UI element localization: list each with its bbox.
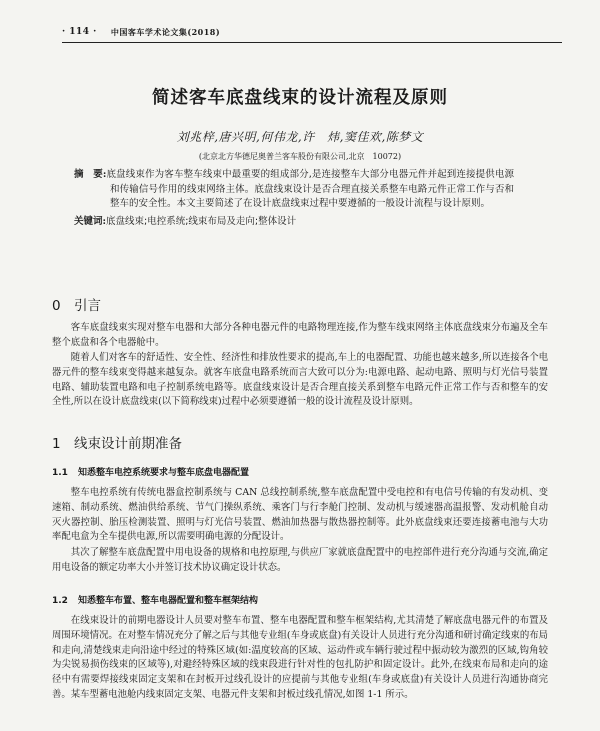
- paragraph: 客车底盘线束实现对整车电器和大部分各种电器元件的电路物理连接,作为整车线束网络主体底盘线束分布遍及全车整个底盘和各个电器舱中。: [52, 322, 548, 348]
- section-heading: [52, 294, 552, 314]
- abstract-label: 摘 要:: [74, 169, 107, 180]
- abstract-text: 底盘线束作为客车整车线束中最重要的组成部分,是连接整车大部分电器元件并起到连接提供电源和传输信号作用的线束网络主体。底盘线束设计是否合理直接关系整车电路元件正常工作与否和整车的安全性。本文主要简述了在设计底盘线束过程中要遵循的一般设计流程与设计原则。: [106, 169, 514, 210]
- subsection-number: 1.1: [52, 468, 68, 478]
- subsection-heading: [52, 593, 552, 606]
- paper-title: 简述客车底盘线束的设计流程及原则: [152, 88, 448, 108]
- paragraph: 随着人们对客车的舒适性、安全性、经济性和排放性要求的提高,车上的电器配置、功能也越来越多,所以连接各个电器元件的整车线束变得越来越复杂。就客车底盘电路系统而言大致可以分为:电源电路、起动电路、照明与灯光信号装置电路、辅助装置电路和电子控制系统电路等。底盘线束设计是否合理直接关系到整车电路元件正常工作与否和整车的安全性,所以在设计底盘线束(以下简称线束)过程中必须要遵循一般的设计流程及设计原则。: [52, 352, 548, 408]
- section-number: 1: [52, 436, 61, 452]
- keywords-label: 关键词:: [74, 215, 107, 227]
- section-title: 引言: [74, 298, 101, 314]
- keywords-text: 底盘线束;电控系统;线束布局及走向;整体设计: [106, 215, 297, 227]
- paragraph: 整车电控系统有传统电器盒控制系统与 CAN 总线控制系统,整车底盘配置中受电控和有电信号传输的有发动机、变速箱、制动系统、燃油供给系统、节气门操纵系统、乘客门与行李舱门控制、发动机与缓速器高温报警、发动机舱自动灭火器控制、胎压检测装置、照明与灯光信号装置、燃油加热器与散热器控制等。此外底盘线束还要连接蓄电池与大功率配电盒为全车提供电源,所以需要明确电源的分配设计。: [52, 487, 548, 543]
- section-number: 0: [52, 298, 61, 314]
- keywords: [74, 215, 514, 230]
- authors: 刘兆梓,唐兴明,何伟龙,许 炜,窦佳欢,陈梦文: [176, 130, 424, 144]
- page-number: · 114 ·: [62, 27, 97, 37]
- abstract: [74, 168, 514, 212]
- subsection-title: 知悉整车布置、整车电器配置和整车框架结构: [78, 596, 259, 606]
- running-header: [62, 24, 562, 40]
- paragraph: 在线束设计的前期电器设计人员要对整车布置、整车电器配置和整车框架结构,尤其清楚了解底盘电器元件的布置及周围环境情况。在对整车情况充分了解之后与其他专业组(车身或底盘)有关设计人员进行充分沟通和研讨确定线束的布局和走向,清楚线束走向沿途中经过的特殊区域(如:温度较高的区域、运动件或车辆行驶过程中振动较为激烈的区域,钩角较为尖锐易损伤线束的区域等),对避经特殊区域的线束段进行针对性的包扎防护和固定设计。此外,在线束布局和走向的途径中有需要焊接线束固定支架和在封板开过线孔设计的应提前与其他专业组(车身或底盘)有关设计人员进行沟通协商完善。某车型蓄电池舱内线束固定支架、电器元件支架和封板过线孔情况,如图 1-1 所示。: [52, 615, 548, 700]
- abstract-block: [74, 168, 514, 229]
- journal-name: 中国客车学术论文集(2018): [110, 26, 221, 37]
- paragraph: 其次了解整车底盘配置中用电设备的规格和电控原理,与供应厂家就底盘配置中的电控部件进行充分沟通与交流,确定用电设备的额定功率大小并签订技术协议确定设计状态。: [52, 547, 548, 573]
- section-heading: [52, 432, 552, 452]
- header-rule: [62, 42, 562, 43]
- section-title: 线束设计前期准备: [74, 436, 182, 452]
- subsection-heading: [52, 465, 552, 478]
- subsection-number: 1.2: [52, 596, 68, 606]
- subsection-title: 知悉整车电控系统要求与整车底盘电器配置: [78, 468, 250, 478]
- affiliation: (北京北方华德尼奥普兰客车股份有限公司,北京 10072): [198, 152, 402, 161]
